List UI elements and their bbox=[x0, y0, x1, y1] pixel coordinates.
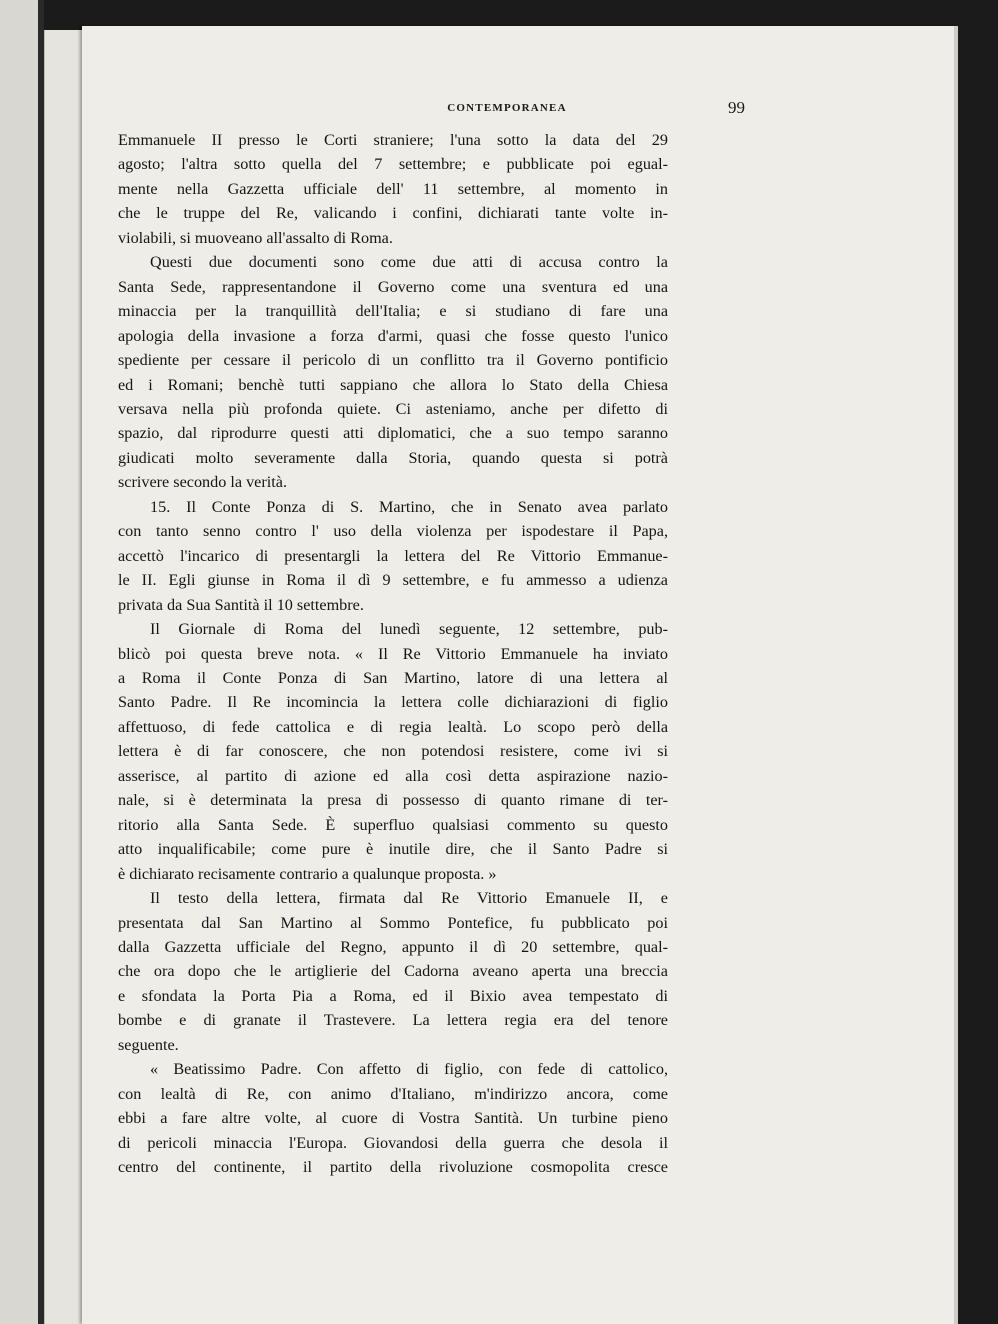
text-line: accettò l'incarico di presentargli la lettera del Re Vittorio Emmanue- bbox=[118, 546, 668, 565]
text-line: con tanto senno contro l' uso della violenza per ispodestare il Papa, bbox=[118, 522, 668, 541]
text-line: versava nella più profonda quiete. Ci asteniamo, anche per difetto di bbox=[118, 399, 668, 418]
text-line: le II. Egli giunse in Roma il dì 9 settembre, e fu ammesso a udienza bbox=[118, 571, 668, 590]
text-line: ebbi a fare altre volte, al cuore di Vostra Santità. Un turbine pieno bbox=[118, 1109, 668, 1128]
text-line: che ora dopo che le artiglierie del Cadorna aveano aperta una breccia bbox=[118, 962, 668, 981]
text-line: « Beatissimo Padre. Con affetto di figlio, con fede di cattolico, bbox=[150, 1060, 668, 1079]
running-head bbox=[82, 98, 958, 126]
text-line: privata da Sua Santità il 10 settembre. bbox=[118, 595, 364, 614]
text-line: ritorio alla Santa Sede. È superfluo qualsiasi commento su questo bbox=[118, 815, 668, 834]
running-head-title: CONTEMPORANEA bbox=[447, 102, 567, 114]
text-line: asserisce, al partito di azione ed alla così detta aspirazione nazio- bbox=[118, 766, 668, 785]
previous-page-edge bbox=[44, 30, 85, 1324]
text-line: nale, si è determinata la presa di possesso di quanto rimane di ter- bbox=[118, 791, 668, 810]
text-line: centro del continente, il partito della rivoluzione cosmopolita cresce bbox=[118, 1158, 668, 1177]
text-line: atto inqualificabile; come pure è inutile dire, che il Santo Padre si bbox=[118, 840, 668, 859]
text-line: Santa Sede, rappresentandone il Governo come una sventura ed una bbox=[118, 277, 668, 296]
text-line: è dichiarato recisamente contrario a qualunque proposta. » bbox=[118, 864, 497, 883]
text-line: Questi due documenti sono come due atti di accusa contro la bbox=[150, 253, 668, 272]
text-line: ed i Romani; benchè tutti sappiano che allora lo Stato della Chiesa bbox=[118, 375, 668, 394]
text-line: violabili, si muoveano all'assalto di Roma. bbox=[118, 228, 393, 247]
text-line: con lealtà di Re, con animo d'Italiano, m'indirizzo ancora, come bbox=[118, 1084, 668, 1103]
text-line: apologia della invasione a forza d'armi, quasi che fosse questo l'unico bbox=[118, 326, 668, 345]
text-line: presentata dal San Martino al Sommo Pontefice, fu pubblicato poi bbox=[118, 913, 668, 932]
text-line: Il Giornale di Roma del lunedì seguente, 12 settembre, pub- bbox=[150, 620, 668, 639]
text-line: a Roma il Conte Ponza di San Martino, latore di una lettera al bbox=[118, 668, 668, 687]
text-line: giudicati molto severamente dalla Storia, quando questa si potrà bbox=[118, 448, 668, 467]
text-line: di pericoli minaccia l'Europa. Giovandosi della guerra che desola il bbox=[118, 1133, 668, 1152]
text-line: spazio, dal riprodurre questi atti diplomatici, che a suo tempo saranno bbox=[118, 424, 668, 443]
text-line: Il testo della lettera, firmata dal Re Vittorio Emanuele II, e bbox=[150, 889, 668, 908]
page-edge-shadow bbox=[954, 26, 958, 1324]
text-line: Emmanuele II presso le Corti straniere; l'una sotto la data del 29 bbox=[118, 131, 668, 149]
body-text bbox=[118, 128, 668, 1179]
text-line: che le truppe del Re, valicando i confini, dichiarati tante volte in- bbox=[118, 204, 668, 223]
text-line: spediente per cessare il pericolo di un conflitto tra il Governo pontificio bbox=[118, 351, 668, 370]
text-line: e sfondata la Porta Pia a Roma, ed il Bixio avea tempestato di bbox=[118, 986, 668, 1005]
text-line: Santo Padre. Il Re incomincia la lettera colle dichiarazioni di figlio bbox=[118, 693, 668, 712]
text-line: bombe e di granate il Trastevere. La lettera regia era del tenore bbox=[118, 1011, 668, 1030]
text-line: mente nella Gazzetta ufficiale dell' 11 settembre, al momento in bbox=[118, 179, 668, 198]
text-line: dalla Gazzetta ufficiale del Regno, appunto il dì 20 settembre, qual- bbox=[118, 937, 668, 956]
text-line: affettuoso, di fede cattolica e di regia lealtà. Lo scopo però della bbox=[118, 717, 668, 736]
text-line: lettera è di far conoscere, che non potendosi resistere, come ivi si bbox=[118, 742, 668, 761]
text-line: scrivere secondo la verità. bbox=[118, 473, 287, 492]
text-line: seguente. bbox=[118, 1035, 179, 1054]
scan-margin bbox=[0, 0, 42, 1324]
text-line: 15. Il Conte Ponza di S. Martino, che in Senato avea parlato bbox=[150, 497, 668, 516]
text-line: blicò poi questa breve nota. « Il Re Vittorio Emmanuele ha inviato bbox=[118, 644, 668, 663]
text-line: minaccia per la tranquillità dell'Italia; e si studiano di fare una bbox=[118, 302, 668, 321]
text-line: agosto; l'altra sotto quella del 7 settembre; e pubblicate poi egual- bbox=[118, 155, 668, 174]
page-number: 99 bbox=[728, 98, 745, 117]
